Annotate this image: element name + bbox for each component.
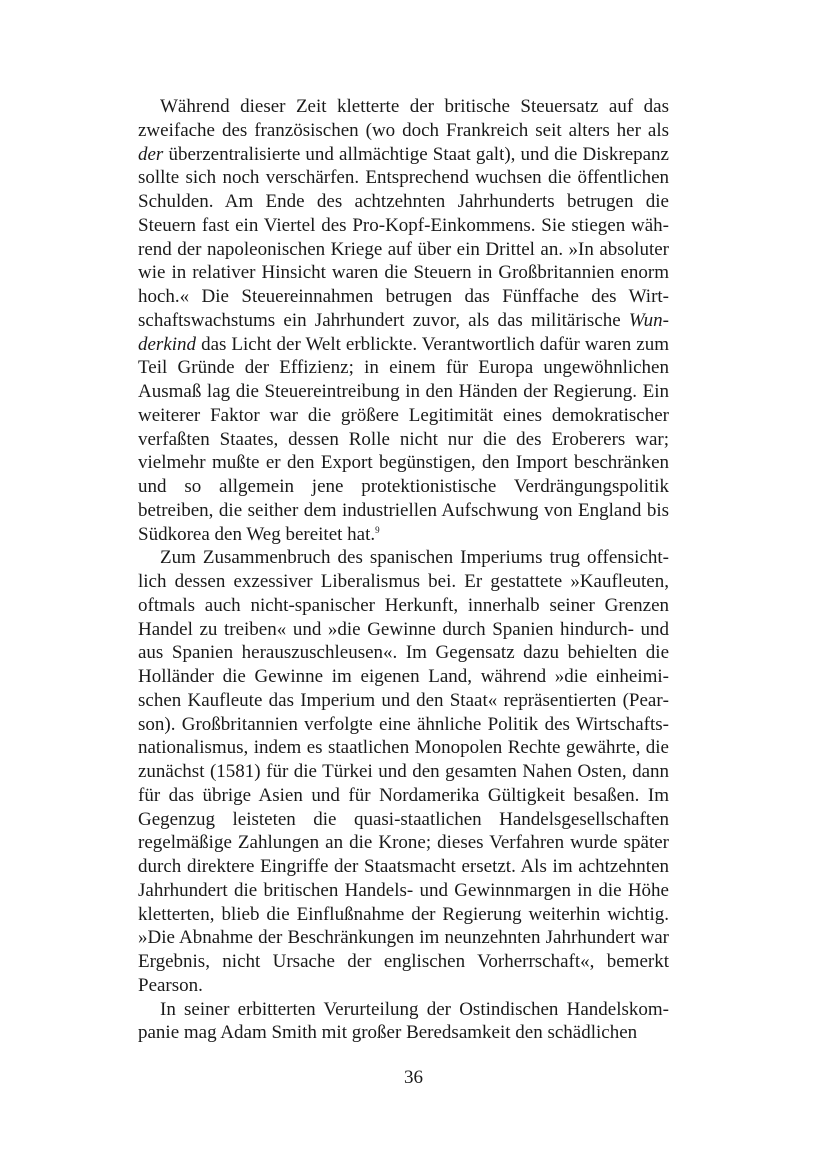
paragraph (138, 95, 669, 546)
footnote-marker: 9 (375, 524, 380, 535)
text-run: das Licht der Welt erblickte. Verantwortlich dafür waren zum Teil Gründe der Effizienz; in einem für Europa ungewöhnlichen Ausmaß lag die Steuereintreibung in den Händen der Regierung. Ein weiterer Faktor war die größere Legitimität eines demokratischer verfaßten Staates, dessen Rolle nicht nur die des Eroberers war; vielmehr mußte er den Export begünstigen, den Import beschränken und so allgemein jene protektionistische Verdrängungspolitik betreiben, die seither dem industriellen Aufschwung von England bis Südkorea den Weg bereitet hat. (138, 333, 669, 545)
page-number: 36 (404, 1067, 423, 1088)
text-run: Zum Zusammenbruch des spanischen Imperiums trug offensichtlich dessen exzessiver Liberalismus bei. Er gestattete »Kaufleuten, oftmals auch nicht-spanischer Herkunft, innerhalb seiner Grenzen Handel zu treiben« und »die Gewinne durch Spanien hindurch- und aus Spanien herauszuschleusen«. Im Gegensatz dazu behielten die Holländer die Gewinne im eigenen Land, während »die einheimischen Kaufleute das Imperium und den Staat« repräsentierten (Pearson). Großbritannien verfolgte eine ähnliche Politik des Wirtschaftsnationalismus, indem es staatlichen Monopolen Rechte gewährte, die zunächst (1581) für die Türkei und den gesamten Nahen Osten, dann für das übrige Asien und für Nordamerika Gültigkeit besaßen. Im Gegenzug leisteten die quasi-staatlichen Handelsgesellschaften regelmäßige Zahlungen an die Krone; dieses Verfahren wurde später durch direktere Eingriffe der Staatsmacht ersetzt. Als im achtzehnten Jahrhundert die britischen Handels- und Gewinnmargen in die Höhe kletterten, blieb die Einflußnahme der Regierung weiterhin wichtig. »Die Abnahme der Beschränkungen im neunzehnten Jahrhundert war Ergebnis, nicht Ursache der englischen Vorherrschaft«, bemerkt Pearson. (138, 547, 669, 996)
text-run: In seiner erbitterten Verurteilung der Ostindischen Handelskompanie mag Adam Smith mit großer Beredsamkeit den schädlichen (138, 998, 669, 1044)
paragraph (138, 546, 669, 997)
body-text (138, 95, 669, 1045)
text-run: überzentralisierte und allmächtige Staat galt), und die Diskrepanz sollte sich noch verschärfen. Entsprechend wuchsen die öffentlichen Schulden. Am Ende des achtzehnten Jahrhunderts betrugen die Steuern fast ein Viertel des Pro-Kopf-Einkommens. Sie stiegen während der napoleonischen Kriege auf über ein Drittel an. »In absoluter wie in relativer Hinsicht waren die Steuern in Großbritannien enorm hoch.« Die Steuereinnahmen betrugen das Fünffache des Wirtschaftswachstums ein Jahrhundert zuvor, als das militärische (138, 143, 669, 331)
text-run: Während dieser Zeit kletterte der britische Steuersatz auf das zweifache des französischen (wo doch Frankreich seit alters her als (138, 96, 669, 141)
paragraph (138, 998, 669, 1046)
italic-run: Wunderkind (138, 309, 669, 355)
italic-run: der (138, 143, 164, 165)
